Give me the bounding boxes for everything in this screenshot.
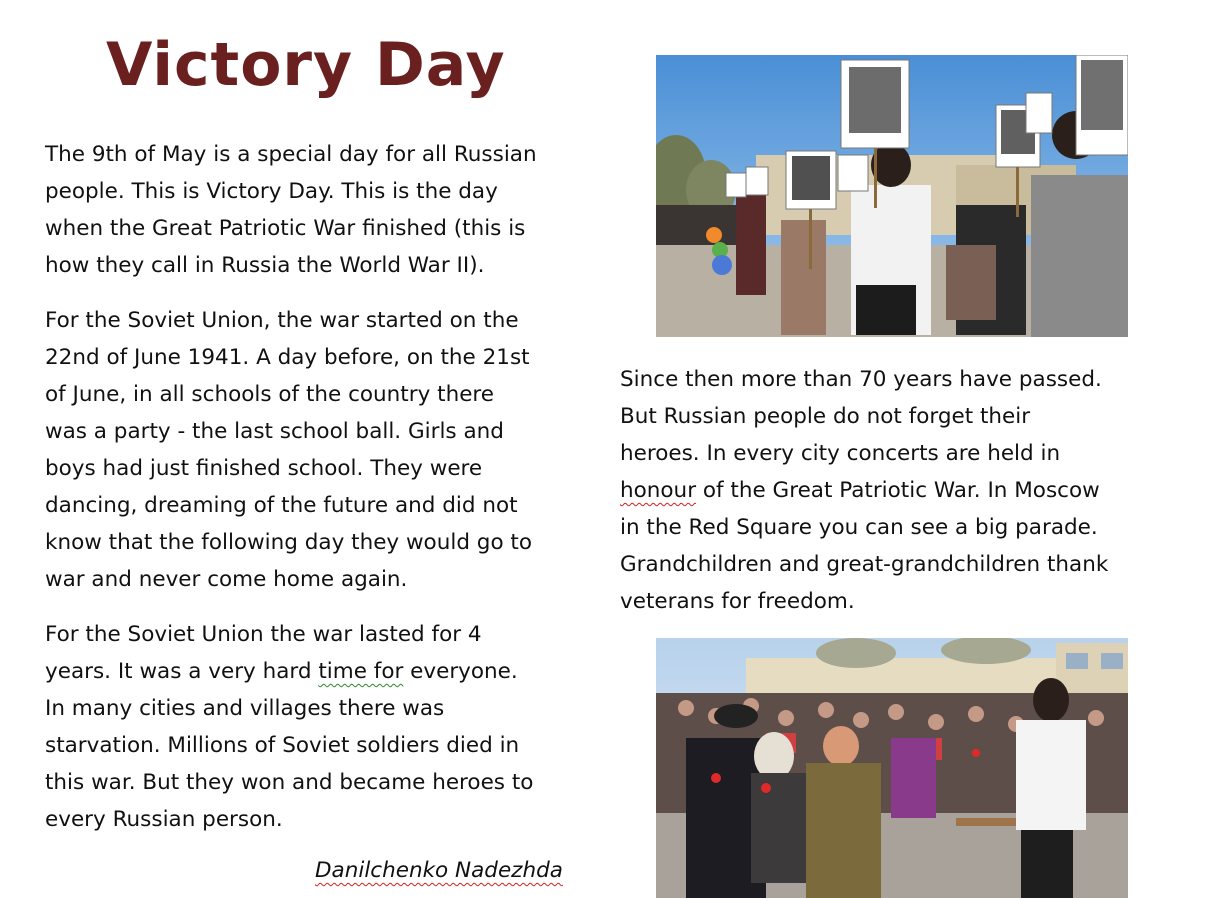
paragraph-line: how they call in Russia the World War II). <box>45 253 485 278</box>
author-signature <box>315 858 563 883</box>
paragraph-line: But Russian people do not forget their <box>620 404 1031 429</box>
paragraph-line: dancing, dreaming of the future and did not <box>45 493 518 518</box>
paragraph-line: Since then more than 70 years have passed. <box>620 367 1102 392</box>
text-segment: of the Great Patriotic War. In Moscow <box>696 478 1100 503</box>
paragraph-war-duration <box>45 616 605 838</box>
paragraph-line: boys had just finished school. They were <box>45 456 483 481</box>
paragraph-line: know that the following day they would go to <box>45 530 533 555</box>
signature-text: Danilchenko Nadezhda <box>315 858 563 883</box>
paragraph-line: war and never come home again. <box>45 567 408 592</box>
paragraph-line: In many cities and villages there was <box>45 696 445 721</box>
text-segment: everyone. <box>403 659 518 684</box>
grammar-flagged-text[interactable]: time for <box>318 659 404 684</box>
paragraph-line: The 9th of May is a special day for all Russian <box>45 142 537 167</box>
paragraph-line: of June, in all schools of the country there <box>45 382 495 407</box>
page-title: Victory Day <box>106 30 506 100</box>
spelling-flagged-text[interactable]: honour <box>620 478 697 503</box>
paragraph-line: For the Soviet Union the war lasted for 4 <box>45 622 482 647</box>
paragraph-remembrance <box>620 361 1210 620</box>
paragraph-line: every Russian person. <box>45 807 283 832</box>
paragraph-line: Grandchildren and great-grandchildren thank <box>620 552 1109 577</box>
photo-immortal-regiment-march <box>656 55 1128 337</box>
paragraph-line: people. This is Victory Day. This is the day <box>45 179 498 204</box>
paragraph-line: 22nd of June 1941. A day before, on the 21st <box>45 345 530 370</box>
photo-veterans-concert <box>656 638 1128 898</box>
paragraph-war-start <box>45 302 605 598</box>
paragraph-line: starvation. Millions of Soviet soldiers died in <box>45 733 520 758</box>
paragraph-line: was a party - the last school ball. Girls and <box>45 419 504 444</box>
paragraph-line: heroes. In every city concerts are held in <box>620 441 1061 466</box>
paragraph-line: when the Great Patriotic War finished (this is <box>45 216 526 241</box>
text-segment: years. It was a very hard <box>45 659 319 684</box>
paragraph-line <box>620 472 1210 509</box>
paragraph-victory-day <box>45 136 605 284</box>
paragraph-line <box>45 653 605 690</box>
paragraph-line: in the Red Square you can see a big parade. <box>620 515 1098 540</box>
paragraph-line: this war. But they won and became heroes to <box>45 770 534 795</box>
paragraph-line: For the Soviet Union, the war started on the <box>45 308 519 333</box>
paragraph-line: veterans for freedom. <box>620 589 855 614</box>
